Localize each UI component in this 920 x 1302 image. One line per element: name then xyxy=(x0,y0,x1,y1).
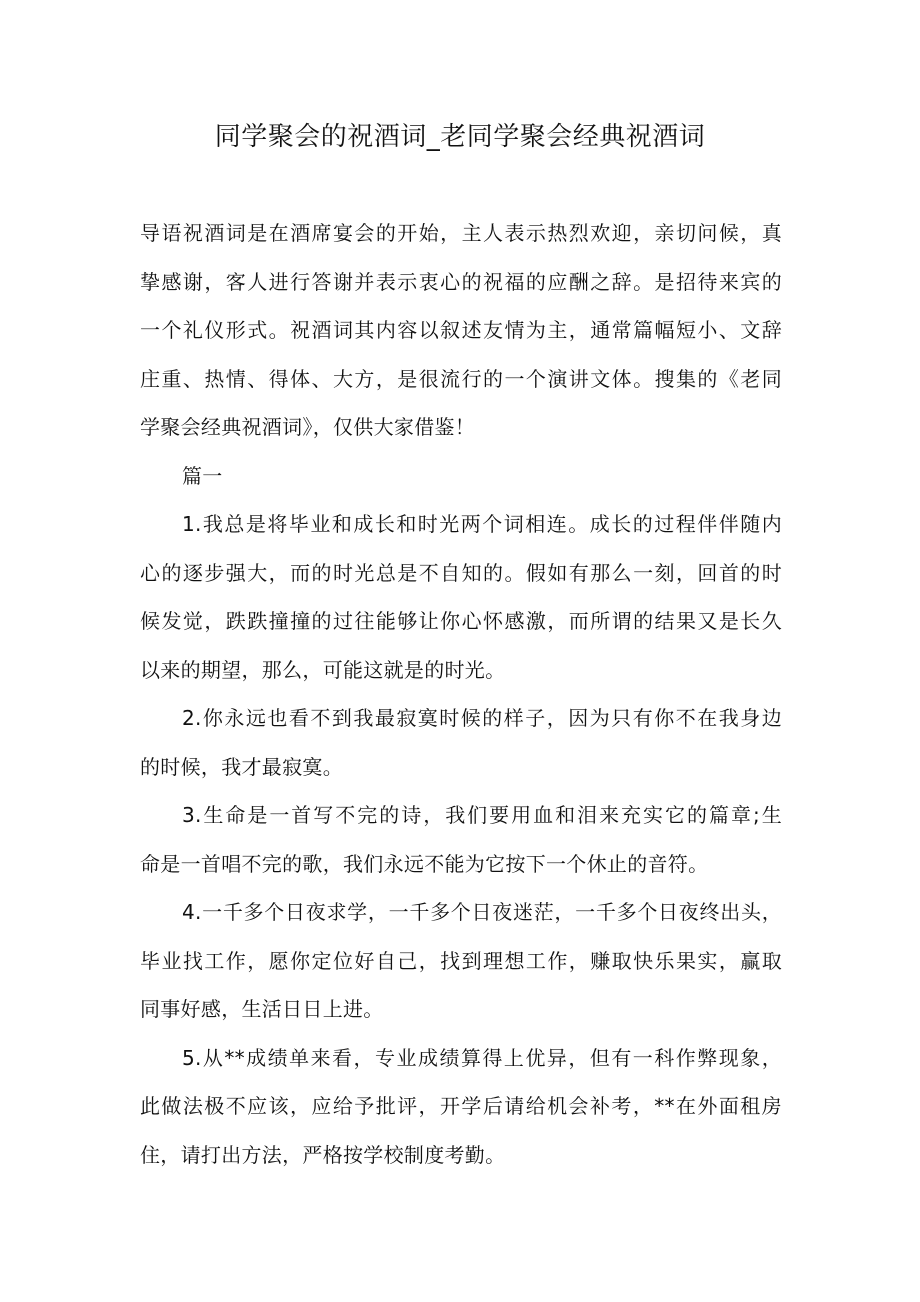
intro-line: 导语祝酒词是在酒席宴会的开始，主人表示热烈欢迎，亲切问候，真 xyxy=(140,221,782,245)
item-line: 毕业找工作，愿你定位好自己，找到理想工作，赚取快乐果实，赢取 xyxy=(140,948,782,973)
list-item xyxy=(140,500,782,694)
intro-line: 一个礼仪形式。祝酒词其内容以叙述友情为主，通常篇幅短小、文辞 xyxy=(140,318,782,342)
intro-paragraph xyxy=(140,209,782,452)
item-line: 住，请打出方法，严格按学校制度考勤。 xyxy=(140,1142,506,1167)
item-line: 1.我总是将毕业和成长和时光两个词相连。成长的过程伴伴随内 xyxy=(182,512,782,536)
item-line: 同事好感，生活日日上进。 xyxy=(140,997,384,1021)
intro-line: 庄重、热情、得体、大方，是很流行的一个演讲文体。搜集的《老同 xyxy=(140,366,782,391)
item-line: 心的逐步强大，而的时光总是不自知的。假如有那么一刻，回首的时 xyxy=(140,560,782,585)
document-title: 同学聚会的祝酒词_老同学聚会经典祝酒词 xyxy=(214,122,706,152)
item-line: 2.你永远也看不到我最寂寞时候的样子，因为只有你不在我身边 xyxy=(182,706,782,730)
intro-line: 学聚会经典祝酒词》，仅供大家借鉴！ xyxy=(140,415,476,439)
list-item xyxy=(140,694,782,791)
list-item xyxy=(140,1034,782,1180)
item-line: 3.生命是一首写不完的诗，我们要用血和泪来充实它的篇章;生 xyxy=(182,803,782,827)
item-line: 命是一首唱不完的歌，我们永远不能为它按下一个休止的音符。 xyxy=(140,851,709,876)
item-line: 此做法极不应该，应给予批评，开学后请给机会补考，**在外面租房 xyxy=(140,1094,782,1118)
item-line: 以来的期望，那么，可能这就是的时光。 xyxy=(140,657,506,682)
list-item xyxy=(140,888,782,1034)
document-body xyxy=(140,209,782,1179)
list-item xyxy=(140,791,782,888)
item-line: 的时候，我才最寂寞。 xyxy=(140,754,343,779)
section-heading: 篇一 xyxy=(182,463,223,488)
item-line: 5.从**成绩单来看，专业成绩算得上优异，但有一科作弊现象， xyxy=(182,1045,782,1070)
item-line: 4.一千多个日夜求学，一千多个日夜迷茫，一千多个日夜终出头， xyxy=(182,900,782,924)
section-heading-paragraph xyxy=(140,452,782,501)
intro-line: 挚感谢，客人进行答谢并表示衷心的祝福的应酬之辞。是招待来宾的 xyxy=(140,269,782,294)
item-line: 候发觉，跌跌撞撞的过往能够让你心怀感激，而所谓的结果又是长久 xyxy=(140,609,782,633)
